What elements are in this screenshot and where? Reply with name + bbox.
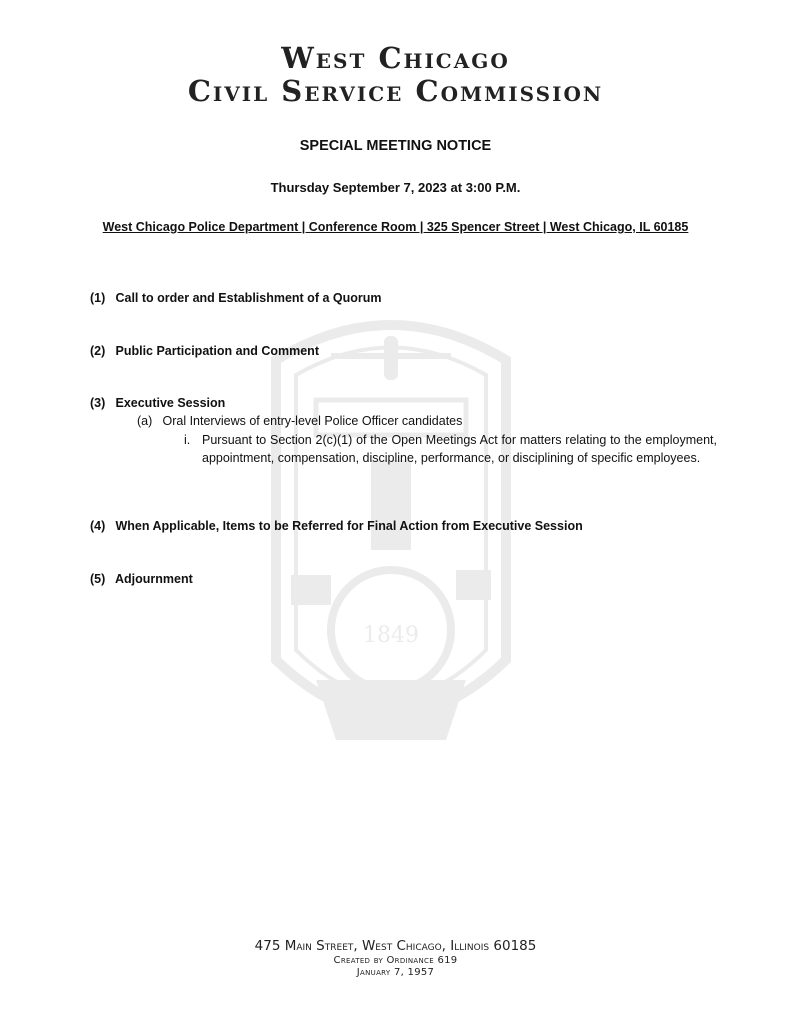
agenda-item-3 [90, 396, 225, 410]
subitem-label: Oral Interviews of entry-level Police Officer candidates [162, 414, 463, 428]
meeting-date-time: Thursday September 7, 2023 at 3:00 P.M. [270, 180, 521, 195]
agenda-item-4 [90, 519, 583, 533]
notice-title: SPECIAL MEETING NOTICE [299, 138, 492, 154]
subitem-text: Pursuant to Section 2(c)(1) of the Open Meetings Act for matters relating to the employment, appointment, compensation, discipline, performance, or disciplining of specific employees. [202, 433, 717, 465]
org-name-line2: Civil Service Commission [187, 74, 604, 108]
agenda-item-number: (1) [90, 291, 106, 305]
agenda-subitem-a [137, 414, 462, 428]
org-name-line1: West Chicago [281, 41, 510, 75]
agenda-item-number: (2) [90, 344, 106, 358]
houses-icon [291, 570, 491, 605]
subitem-numeral: i. [184, 433, 191, 447]
airplane-icon [331, 336, 451, 380]
agenda-item-label: Call to order and Establishment of a Quorum [115, 291, 382, 305]
seal-year: 1849 [363, 623, 419, 648]
agenda-item-2 [90, 344, 319, 358]
footer-address: 475 Main Street, West Chicago, Illinois 60185 [254, 938, 537, 954]
footer-date: January 7, 1957 [356, 967, 435, 978]
agenda-item-number: (5) [90, 572, 106, 586]
agenda-item-label: When Applicable, Items to be Referred for Final Action from Executive Session [115, 519, 583, 533]
agenda-item-label: Executive Session [115, 396, 226, 410]
agenda-item-number: (3) [90, 396, 106, 410]
locomotive-icon [316, 460, 466, 740]
agenda-item-number: (4) [90, 519, 106, 533]
agenda-item-1 [90, 291, 382, 305]
agenda-item-label: Adjournment [115, 572, 193, 586]
agenda-subitem-i [184, 432, 717, 467]
agenda-item-label: Public Participation and Comment [115, 344, 319, 358]
footer-ordinance: Created by Ordinance 619 [333, 955, 458, 966]
meeting-location: West Chicago Police Department | Conference Room | 325 Spencer Street | West Chicago, IL 60185 [102, 220, 689, 234]
subitem-letter: (a) [137, 414, 153, 428]
agenda-item-5 [90, 572, 193, 586]
